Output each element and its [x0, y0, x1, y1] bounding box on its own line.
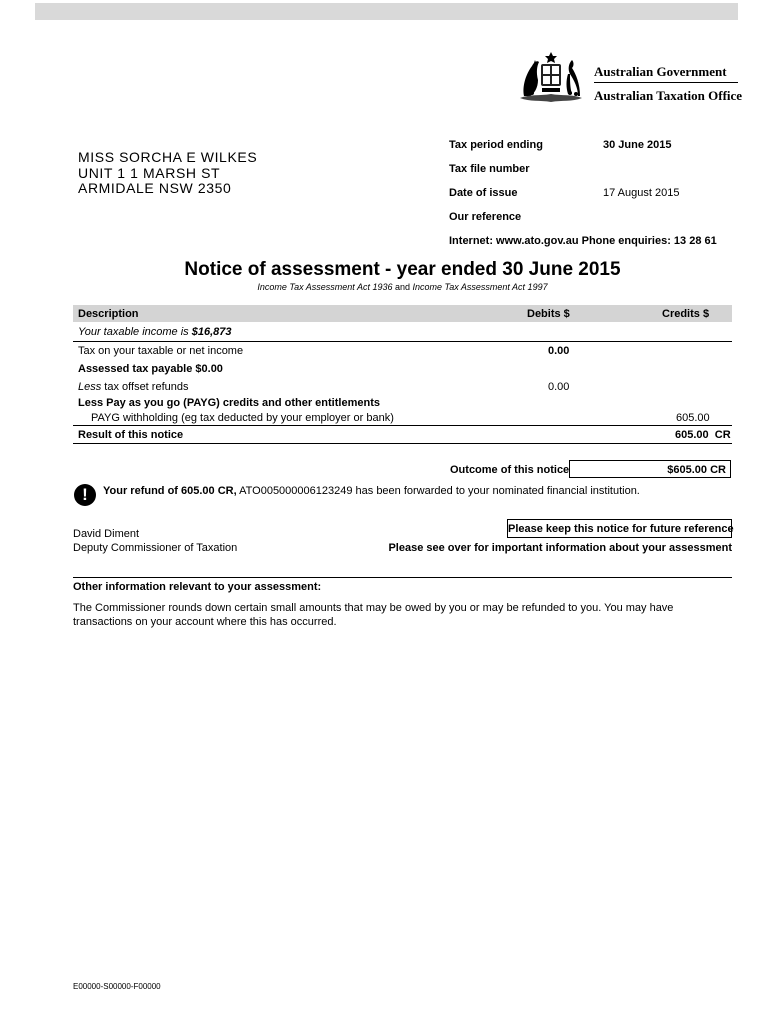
top-scan-bar	[35, 3, 738, 20]
refund-amount: Your refund of 605.00 CR,	[103, 485, 237, 497]
addressee-block	[78, 150, 257, 197]
tax-on-income-debit: 0.00	[548, 345, 570, 357]
result-value: 605.00 CR	[675, 429, 731, 441]
payg-heading: Less Pay as you go (PAYG) credits and other entitlements	[78, 397, 380, 409]
addressee-name: MISS SORCHA E WILKES	[78, 149, 258, 165]
contact-details: Internet: www.ato.gov.au Phone enquiries: 13 28 61	[449, 235, 717, 247]
assessed-tax-label: Assessed tax payable $0.00	[78, 363, 223, 375]
taxable-income-value: $16,873	[191, 326, 232, 338]
signer-title: Deputy Commissioner of Taxation	[73, 542, 238, 554]
tax-period-label: Tax period ending	[449, 139, 543, 151]
date-of-issue-value: 17 August 2015	[603, 187, 680, 199]
agency-name: Australian Taxation Office	[594, 88, 743, 103]
notice-title: Notice of assessment - year ended 30 June 2015	[184, 259, 621, 280]
tax-file-number-label: Tax file number	[449, 163, 530, 175]
signer-name: David Diment	[73, 528, 140, 540]
act-1936: Income Tax Assessment Act 1936	[257, 282, 393, 292]
table-divider	[73, 341, 732, 342]
keep-notice-box	[507, 519, 732, 538]
other-info-rule	[73, 577, 732, 578]
refund-details: ATO005000006123249 has been forwarded to your nominated financial institution.	[236, 485, 640, 497]
tax-offset-debit: 0.00	[548, 381, 570, 393]
tax-on-income-label: Tax on your taxable or net income	[78, 345, 244, 357]
date-of-issue-label: Date of issue	[449, 187, 518, 199]
table-bottom-rule	[73, 443, 732, 444]
tax-offset-row	[78, 381, 189, 393]
other-info-body: The Commissioner rounds down certain small amounts that may be owed by you or may be refunded to you. You may have transactions on your account where this has occurred.	[73, 602, 674, 628]
taxable-income-label: Your taxable income is	[78, 326, 192, 338]
outcome-value: $605.00 CR	[667, 464, 726, 476]
payg-withholding-credit: 605.00	[676, 412, 710, 424]
result-label: Result of this notice	[78, 429, 184, 441]
tax-offset-label: tax offset refunds	[101, 381, 189, 393]
col-description: Description	[78, 308, 139, 320]
col-credits: Credits $	[662, 308, 710, 320]
taxable-income-row	[78, 326, 232, 338]
see-over-text: Please see over for important information about your assessment	[388, 542, 732, 554]
coat-of-arms-icon	[512, 50, 590, 106]
outcome-label: Outcome of this notice	[450, 464, 570, 476]
addressee-city: ARMIDALE NSW 2350	[78, 180, 232, 196]
addressee-street: UNIT 1 1 MARSH ST	[78, 164, 221, 181]
logo-divider	[594, 82, 738, 83]
exclamation-icon: !	[74, 484, 96, 506]
outcome-box	[569, 460, 731, 478]
acts-conjunction: and	[392, 282, 413, 292]
keep-notice-text: Please keep this notice for future reference	[508, 523, 734, 535]
government-logo	[512, 50, 743, 106]
government-name: Australian Government	[594, 64, 727, 79]
tax-period-value: 30 June 2015	[603, 139, 672, 151]
notice-acts	[0, 282, 768, 292]
our-reference-label: Our reference	[449, 211, 522, 223]
refund-message	[103, 485, 640, 497]
table-divider-result	[73, 425, 732, 426]
col-debits: Debits $	[527, 308, 570, 320]
footer-code: E00000-S00000-F00000	[73, 982, 161, 991]
table-header	[73, 305, 732, 322]
less-word: Less	[78, 381, 102, 393]
other-info-heading: Other information relevant to your assessment:	[73, 581, 322, 593]
payg-withholding-label: PAYG withholding (eg tax deducted by your employer or bank)	[91, 412, 394, 424]
act-1997: Income Tax Assessment Act 1997	[412, 282, 548, 292]
